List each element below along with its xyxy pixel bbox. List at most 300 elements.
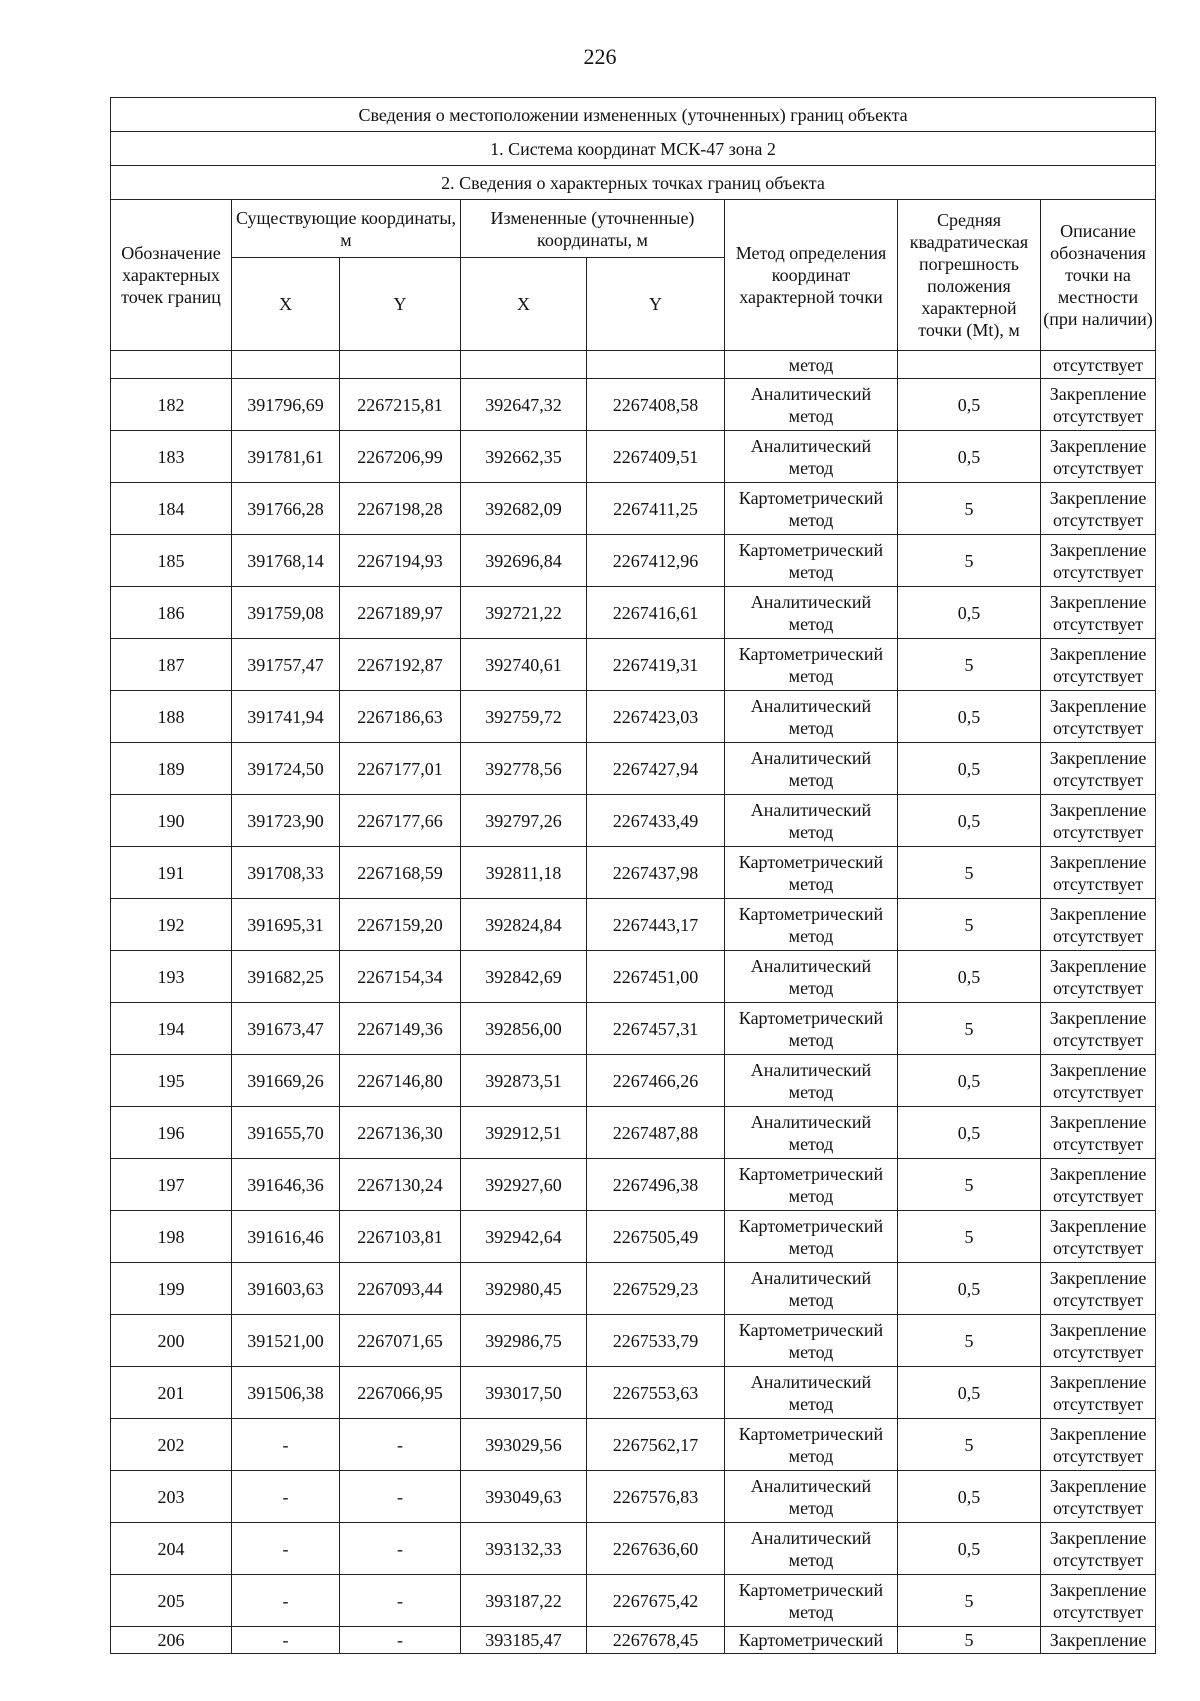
method-line1: Аналитический (750, 1475, 872, 1496)
existing-x: 391757,47 (232, 639, 340, 691)
existing-y: 2267154,34 (340, 951, 461, 1003)
changed-y: 2267496,38 (587, 1159, 725, 1211)
table-row (111, 795, 1156, 847)
description-line2: отсутствует (1053, 509, 1144, 530)
existing-x: 391781,61 (232, 431, 340, 483)
changed-y: 2267427,94 (587, 743, 725, 795)
method (725, 639, 898, 691)
existing-y: 2267198,28 (340, 483, 461, 535)
table-title: Сведения о местоположении измененных (уточненных) границ объекта (111, 98, 1156, 132)
description-line1: Закрепление (1049, 1111, 1147, 1132)
changed-x: 392842,69 (461, 951, 587, 1003)
existing-x: - (232, 1523, 340, 1575)
existing-y: - (340, 1575, 461, 1627)
continuation-row (111, 351, 1156, 379)
point-id: 202 (111, 1419, 232, 1471)
existing-y: 2267177,01 (340, 743, 461, 795)
method-line1: Аналитический (750, 695, 872, 716)
error: 5 (898, 1575, 1041, 1627)
existing-x: 391673,47 (232, 1003, 340, 1055)
method (725, 1211, 898, 1263)
table-row (111, 431, 1156, 483)
description-line1: Закрепление (1049, 799, 1147, 820)
table-row (111, 483, 1156, 535)
description (1041, 743, 1156, 795)
existing-y: 2267130,24 (340, 1159, 461, 1211)
description-line1: Закрепление (1049, 435, 1147, 456)
point-id: 184 (111, 483, 232, 535)
continuation-method: метод (725, 351, 898, 379)
point-id: 203 (111, 1471, 232, 1523)
error: 0,5 (898, 743, 1041, 795)
description-line2: отсутствует (1053, 613, 1144, 634)
description-line2: отсутствует (1053, 873, 1144, 894)
method-line1: Картометрический (738, 487, 884, 508)
method-line1: Аналитический (750, 383, 872, 404)
header-existing: Существующие координаты, м (232, 200, 461, 258)
method-line1: Аналитический (750, 435, 872, 456)
method-line1: Картометрический (738, 903, 884, 924)
description-line2: отсутствует (1053, 717, 1144, 738)
existing-y: 2267149,36 (340, 1003, 461, 1055)
description-line1: Закрепление (1049, 591, 1147, 612)
changed-y: 2267437,98 (587, 847, 725, 899)
error: 5 (898, 483, 1041, 535)
description-line1: Закрепление (1049, 955, 1147, 976)
method (725, 1003, 898, 1055)
changed-y: 2267409,51 (587, 431, 725, 483)
changed-x: 393187,22 (461, 1575, 587, 1627)
header-existing-y: Y (340, 258, 461, 351)
point-id: 197 (111, 1159, 232, 1211)
description-line2: отсутствует (1053, 1445, 1144, 1466)
method (725, 1523, 898, 1575)
description-line2: отсутствует (1053, 821, 1144, 842)
existing-y: 2267103,81 (340, 1211, 461, 1263)
points-section-title: 2. Сведения о характерных точках границ объекта (111, 166, 1156, 200)
coordinates-table (110, 97, 1156, 1654)
method-line2: метод (788, 1601, 834, 1622)
existing-x: 391669,26 (232, 1055, 340, 1107)
method: Картометрический (725, 1627, 898, 1654)
changed-x: 392740,61 (461, 639, 587, 691)
description-line2: отсутствует (1053, 561, 1144, 582)
method-line2: метод (788, 977, 834, 998)
point-id: 206 (111, 1627, 232, 1654)
description (1041, 847, 1156, 899)
changed-y: 2267505,49 (587, 1211, 725, 1263)
table-row (111, 1315, 1156, 1367)
changed-y: 2267451,00 (587, 951, 725, 1003)
existing-y: 2267186,63 (340, 691, 461, 743)
description (1041, 1003, 1156, 1055)
error: 5 (898, 639, 1041, 691)
error: 5 (898, 847, 1041, 899)
changed-x: 392824,84 (461, 899, 587, 951)
method-line1: Аналитический (750, 955, 872, 976)
method-line2: метод (788, 1393, 834, 1414)
existing-x: 391724,50 (232, 743, 340, 795)
table-row (111, 1055, 1156, 1107)
method (725, 483, 898, 535)
description-line1: Закрепление (1049, 1059, 1147, 1080)
table-row (111, 1575, 1156, 1627)
changed-x: 393017,50 (461, 1367, 587, 1419)
description (1041, 951, 1156, 1003)
existing-x: - (232, 1575, 340, 1627)
changed-y: 2267416,61 (587, 587, 725, 639)
error: 0,5 (898, 379, 1041, 431)
method-line2: метод (788, 1549, 834, 1570)
method-line2: метод (788, 509, 834, 530)
description-line1: Закрепление (1049, 851, 1147, 872)
existing-x: - (232, 1419, 340, 1471)
existing-y: 2267189,97 (340, 587, 461, 639)
description (1041, 1107, 1156, 1159)
method (725, 379, 898, 431)
page-number: 226 (583, 44, 617, 69)
existing-y: 2267071,65 (340, 1315, 461, 1367)
existing-x: 391695,31 (232, 899, 340, 951)
existing-x: 391603,63 (232, 1263, 340, 1315)
point-id: 204 (111, 1523, 232, 1575)
continuation-description: отсутствует (1041, 351, 1156, 379)
changed-x: 392811,18 (461, 847, 587, 899)
existing-y: - (340, 1419, 461, 1471)
description (1041, 1211, 1156, 1263)
changed-y: 2267636,60 (587, 1523, 725, 1575)
point-id: 189 (111, 743, 232, 795)
error: 0,5 (898, 1055, 1041, 1107)
error: 0,5 (898, 691, 1041, 743)
method-line1: Аналитический (750, 799, 872, 820)
method-line1: Аналитический (750, 1059, 872, 1080)
point-id: 199 (111, 1263, 232, 1315)
method-line2: метод (788, 613, 834, 634)
description-line1: Закрепление (1049, 747, 1147, 768)
description-line1: Закрепление (1049, 383, 1147, 404)
method (725, 1055, 898, 1107)
description-line1: Закрепление (1049, 1267, 1147, 1288)
error: 0,5 (898, 1471, 1041, 1523)
description (1041, 1159, 1156, 1211)
existing-y: 2267194,93 (340, 535, 461, 587)
existing-y: 2267215,81 (340, 379, 461, 431)
method-line1: Аналитический (750, 747, 872, 768)
method (725, 847, 898, 899)
method-line1: Картометрический (738, 539, 884, 560)
table-row (111, 899, 1156, 951)
point-id: 191 (111, 847, 232, 899)
existing-y: 2267093,44 (340, 1263, 461, 1315)
changed-y: 2267466,26 (587, 1055, 725, 1107)
method-line2: метод (788, 405, 834, 426)
existing-x: 391682,25 (232, 951, 340, 1003)
description-line2: отсутствует (1053, 1029, 1144, 1050)
method-line2: метод (788, 561, 834, 582)
existing-x: - (232, 1627, 340, 1654)
description (1041, 1419, 1156, 1471)
table-row (111, 743, 1156, 795)
existing-y: 2267206,99 (340, 431, 461, 483)
description-line1: Закрепление (1049, 695, 1147, 716)
method-line2: метод (788, 1237, 834, 1258)
existing-x: - (232, 1471, 340, 1523)
method-line1: Аналитический (750, 1111, 872, 1132)
changed-y: 2267408,58 (587, 379, 725, 431)
changed-x: 392778,56 (461, 743, 587, 795)
existing-x: 391759,08 (232, 587, 340, 639)
changed-y: 2267419,31 (587, 639, 725, 691)
method-line1: Картометрический (738, 1007, 884, 1028)
point-id: 187 (111, 639, 232, 691)
changed-y: 2267675,42 (587, 1575, 725, 1627)
description-line2: отсутствует (1053, 1185, 1144, 1206)
changed-x: 393185,47 (461, 1627, 587, 1654)
method (725, 899, 898, 951)
point-id: 182 (111, 379, 232, 431)
description-line2: отсутствует (1053, 925, 1144, 946)
existing-y: 2267066,95 (340, 1367, 461, 1419)
existing-x: 391708,33 (232, 847, 340, 899)
method-line2: метод (788, 1445, 834, 1466)
description-line2: отсутствует (1053, 457, 1144, 478)
method-line1: Картометрический (738, 643, 884, 664)
method-line2: метод (788, 1185, 834, 1206)
description (1041, 1471, 1156, 1523)
method (725, 431, 898, 483)
description-line1: Закрепление (1049, 487, 1147, 508)
description-line1: Закрепление (1049, 1319, 1147, 1340)
description (1041, 431, 1156, 483)
changed-x: 392986,75 (461, 1315, 587, 1367)
method (725, 795, 898, 847)
table-row (111, 1003, 1156, 1055)
changed-y: 2267529,23 (587, 1263, 725, 1315)
description (1041, 1055, 1156, 1107)
existing-y: - (340, 1523, 461, 1575)
description-line1: Закрепление (1049, 1163, 1147, 1184)
existing-x: 391768,14 (232, 535, 340, 587)
table-row (111, 1263, 1156, 1315)
error: 0,5 (898, 1523, 1041, 1575)
method-line2: метод (788, 925, 834, 946)
description-line1: Закрепление (1049, 1527, 1147, 1548)
header-changed: Измененные (уточненные) координаты, м (461, 200, 725, 258)
table-row (111, 535, 1156, 587)
method (725, 1315, 898, 1367)
method-line1: Картометрический (738, 1579, 884, 1600)
changed-x: 392647,32 (461, 379, 587, 431)
changed-x: 392942,64 (461, 1211, 587, 1263)
changed-y: 2267433,49 (587, 795, 725, 847)
description-line2: отсутствует (1053, 977, 1144, 998)
table-row (111, 379, 1156, 431)
existing-x: 391723,90 (232, 795, 340, 847)
point-id: 198 (111, 1211, 232, 1263)
changed-x: 392873,51 (461, 1055, 587, 1107)
method-line2: метод (788, 665, 834, 686)
method-line2: метод (788, 1497, 834, 1518)
point-id: 205 (111, 1575, 232, 1627)
existing-x: 391655,70 (232, 1107, 340, 1159)
table-row (111, 1367, 1156, 1419)
method (725, 535, 898, 587)
point-id: 196 (111, 1107, 232, 1159)
method (725, 587, 898, 639)
method-line1: Картометрический (738, 1163, 884, 1184)
method (725, 1471, 898, 1523)
method-line2: метод (788, 1133, 834, 1154)
error: 0,5 (898, 1107, 1041, 1159)
error: 5 (898, 1003, 1041, 1055)
table-row (111, 639, 1156, 691)
point-id: 200 (111, 1315, 232, 1367)
method-line1: Картометрический (738, 1319, 884, 1340)
table-row (111, 951, 1156, 1003)
method (725, 1367, 898, 1419)
point-id: 192 (111, 899, 232, 951)
method-line2: метод (788, 457, 834, 478)
description-line2: отсутствует (1053, 665, 1144, 686)
description (1041, 1523, 1156, 1575)
changed-x: 393049,63 (461, 1471, 587, 1523)
point-id: 183 (111, 431, 232, 483)
method-line1: Картометрический (738, 1423, 884, 1444)
header-changed-y: Y (587, 258, 725, 351)
description (1041, 691, 1156, 743)
existing-x: 391646,36 (232, 1159, 340, 1211)
error: 5 (898, 535, 1041, 587)
description (1041, 535, 1156, 587)
table-row (111, 1211, 1156, 1263)
description (1041, 1367, 1156, 1419)
error: 0,5 (898, 1263, 1041, 1315)
description-line2: отсутствует (1053, 1549, 1144, 1570)
error: 5 (898, 1419, 1041, 1471)
existing-y: 2267177,66 (340, 795, 461, 847)
description-line1: Закрепление (1049, 1475, 1147, 1496)
description-line1: Закрепление (1049, 1215, 1147, 1236)
changed-y: 2267678,45 (587, 1627, 725, 1654)
method-line2: метод (788, 717, 834, 738)
table-row (111, 587, 1156, 639)
changed-x: 392682,09 (461, 483, 587, 535)
method (725, 1107, 898, 1159)
description-line1: Закрепление (1049, 539, 1147, 560)
method-line1: Картометрический (738, 851, 884, 872)
method (725, 691, 898, 743)
changed-x: 392912,51 (461, 1107, 587, 1159)
description-line2: отсутствует (1053, 1601, 1144, 1622)
header-error: Средняя квадратическая погрешность положения характерной точки (Mt), м (898, 200, 1041, 351)
header-description: Описание обозначения точки на местности (при наличии) (1041, 200, 1156, 351)
method-line2: метод (788, 1029, 834, 1050)
method (725, 1575, 898, 1627)
description (1041, 379, 1156, 431)
table-row (111, 691, 1156, 743)
method (725, 1263, 898, 1315)
method-line2: метод (788, 1289, 834, 1310)
method-line1: Аналитический (750, 591, 872, 612)
existing-y: 2267146,80 (340, 1055, 461, 1107)
table-row (111, 1107, 1156, 1159)
table-row (111, 1419, 1156, 1471)
description-line2: отсутствует (1053, 405, 1144, 426)
description (1041, 795, 1156, 847)
table-row (111, 1523, 1156, 1575)
coordinate-system-title: 1. Система координат МСК-47 зона 2 (111, 132, 1156, 166)
method-line1: Картометрический (738, 1215, 884, 1236)
method (725, 743, 898, 795)
existing-x: 391766,28 (232, 483, 340, 535)
description (1041, 587, 1156, 639)
method-line2: метод (788, 821, 834, 842)
changed-x: 392797,26 (461, 795, 587, 847)
changed-x: 392980,45 (461, 1263, 587, 1315)
existing-y: - (340, 1627, 461, 1654)
description-line2: отсутствует (1053, 1289, 1144, 1310)
point-id: 186 (111, 587, 232, 639)
error: 5 (898, 899, 1041, 951)
changed-y: 2267412,96 (587, 535, 725, 587)
description: Закрепление (1041, 1627, 1156, 1654)
description-line2: отсутствует (1053, 1081, 1144, 1102)
description (1041, 899, 1156, 951)
table-row (111, 1471, 1156, 1523)
description (1041, 1575, 1156, 1627)
changed-y: 2267576,83 (587, 1471, 725, 1523)
header-method: Метод определения координат характерной точки (725, 200, 898, 351)
existing-y: 2267192,87 (340, 639, 461, 691)
table-row-last (111, 1627, 1156, 1654)
method-line1: Аналитический (750, 1371, 872, 1392)
changed-y: 2267443,17 (587, 899, 725, 951)
description (1041, 1263, 1156, 1315)
existing-y: 2267159,20 (340, 899, 461, 951)
point-id: 194 (111, 1003, 232, 1055)
error: 5 (898, 1315, 1041, 1367)
changed-x: 393132,33 (461, 1523, 587, 1575)
description (1041, 483, 1156, 535)
table-row (111, 1159, 1156, 1211)
existing-x: 391741,94 (232, 691, 340, 743)
header-changed-x: X (461, 258, 587, 351)
header-existing-x: X (232, 258, 340, 351)
method (725, 1159, 898, 1211)
changed-y: 2267553,63 (587, 1367, 725, 1419)
existing-x: 391521,00 (232, 1315, 340, 1367)
description-line2: отсутствует (1053, 1237, 1144, 1258)
method-line1: Аналитический (750, 1267, 872, 1288)
error: 0,5 (898, 1367, 1041, 1419)
point-id: 195 (111, 1055, 232, 1107)
description-line1: Закрепление (1049, 1007, 1147, 1028)
changed-y: 2267411,25 (587, 483, 725, 535)
point-id: 188 (111, 691, 232, 743)
existing-y: 2267136,30 (340, 1107, 461, 1159)
method-line2: метод (788, 769, 834, 790)
existing-y: - (340, 1471, 461, 1523)
description (1041, 639, 1156, 691)
description-line2: отсутствует (1053, 1341, 1144, 1362)
existing-y: 2267168,59 (340, 847, 461, 899)
error: 0,5 (898, 431, 1041, 483)
changed-x: 393029,56 (461, 1419, 587, 1471)
existing-x: 391796,69 (232, 379, 340, 431)
description-line1: Закрепление (1049, 1423, 1147, 1444)
table-row (111, 847, 1156, 899)
